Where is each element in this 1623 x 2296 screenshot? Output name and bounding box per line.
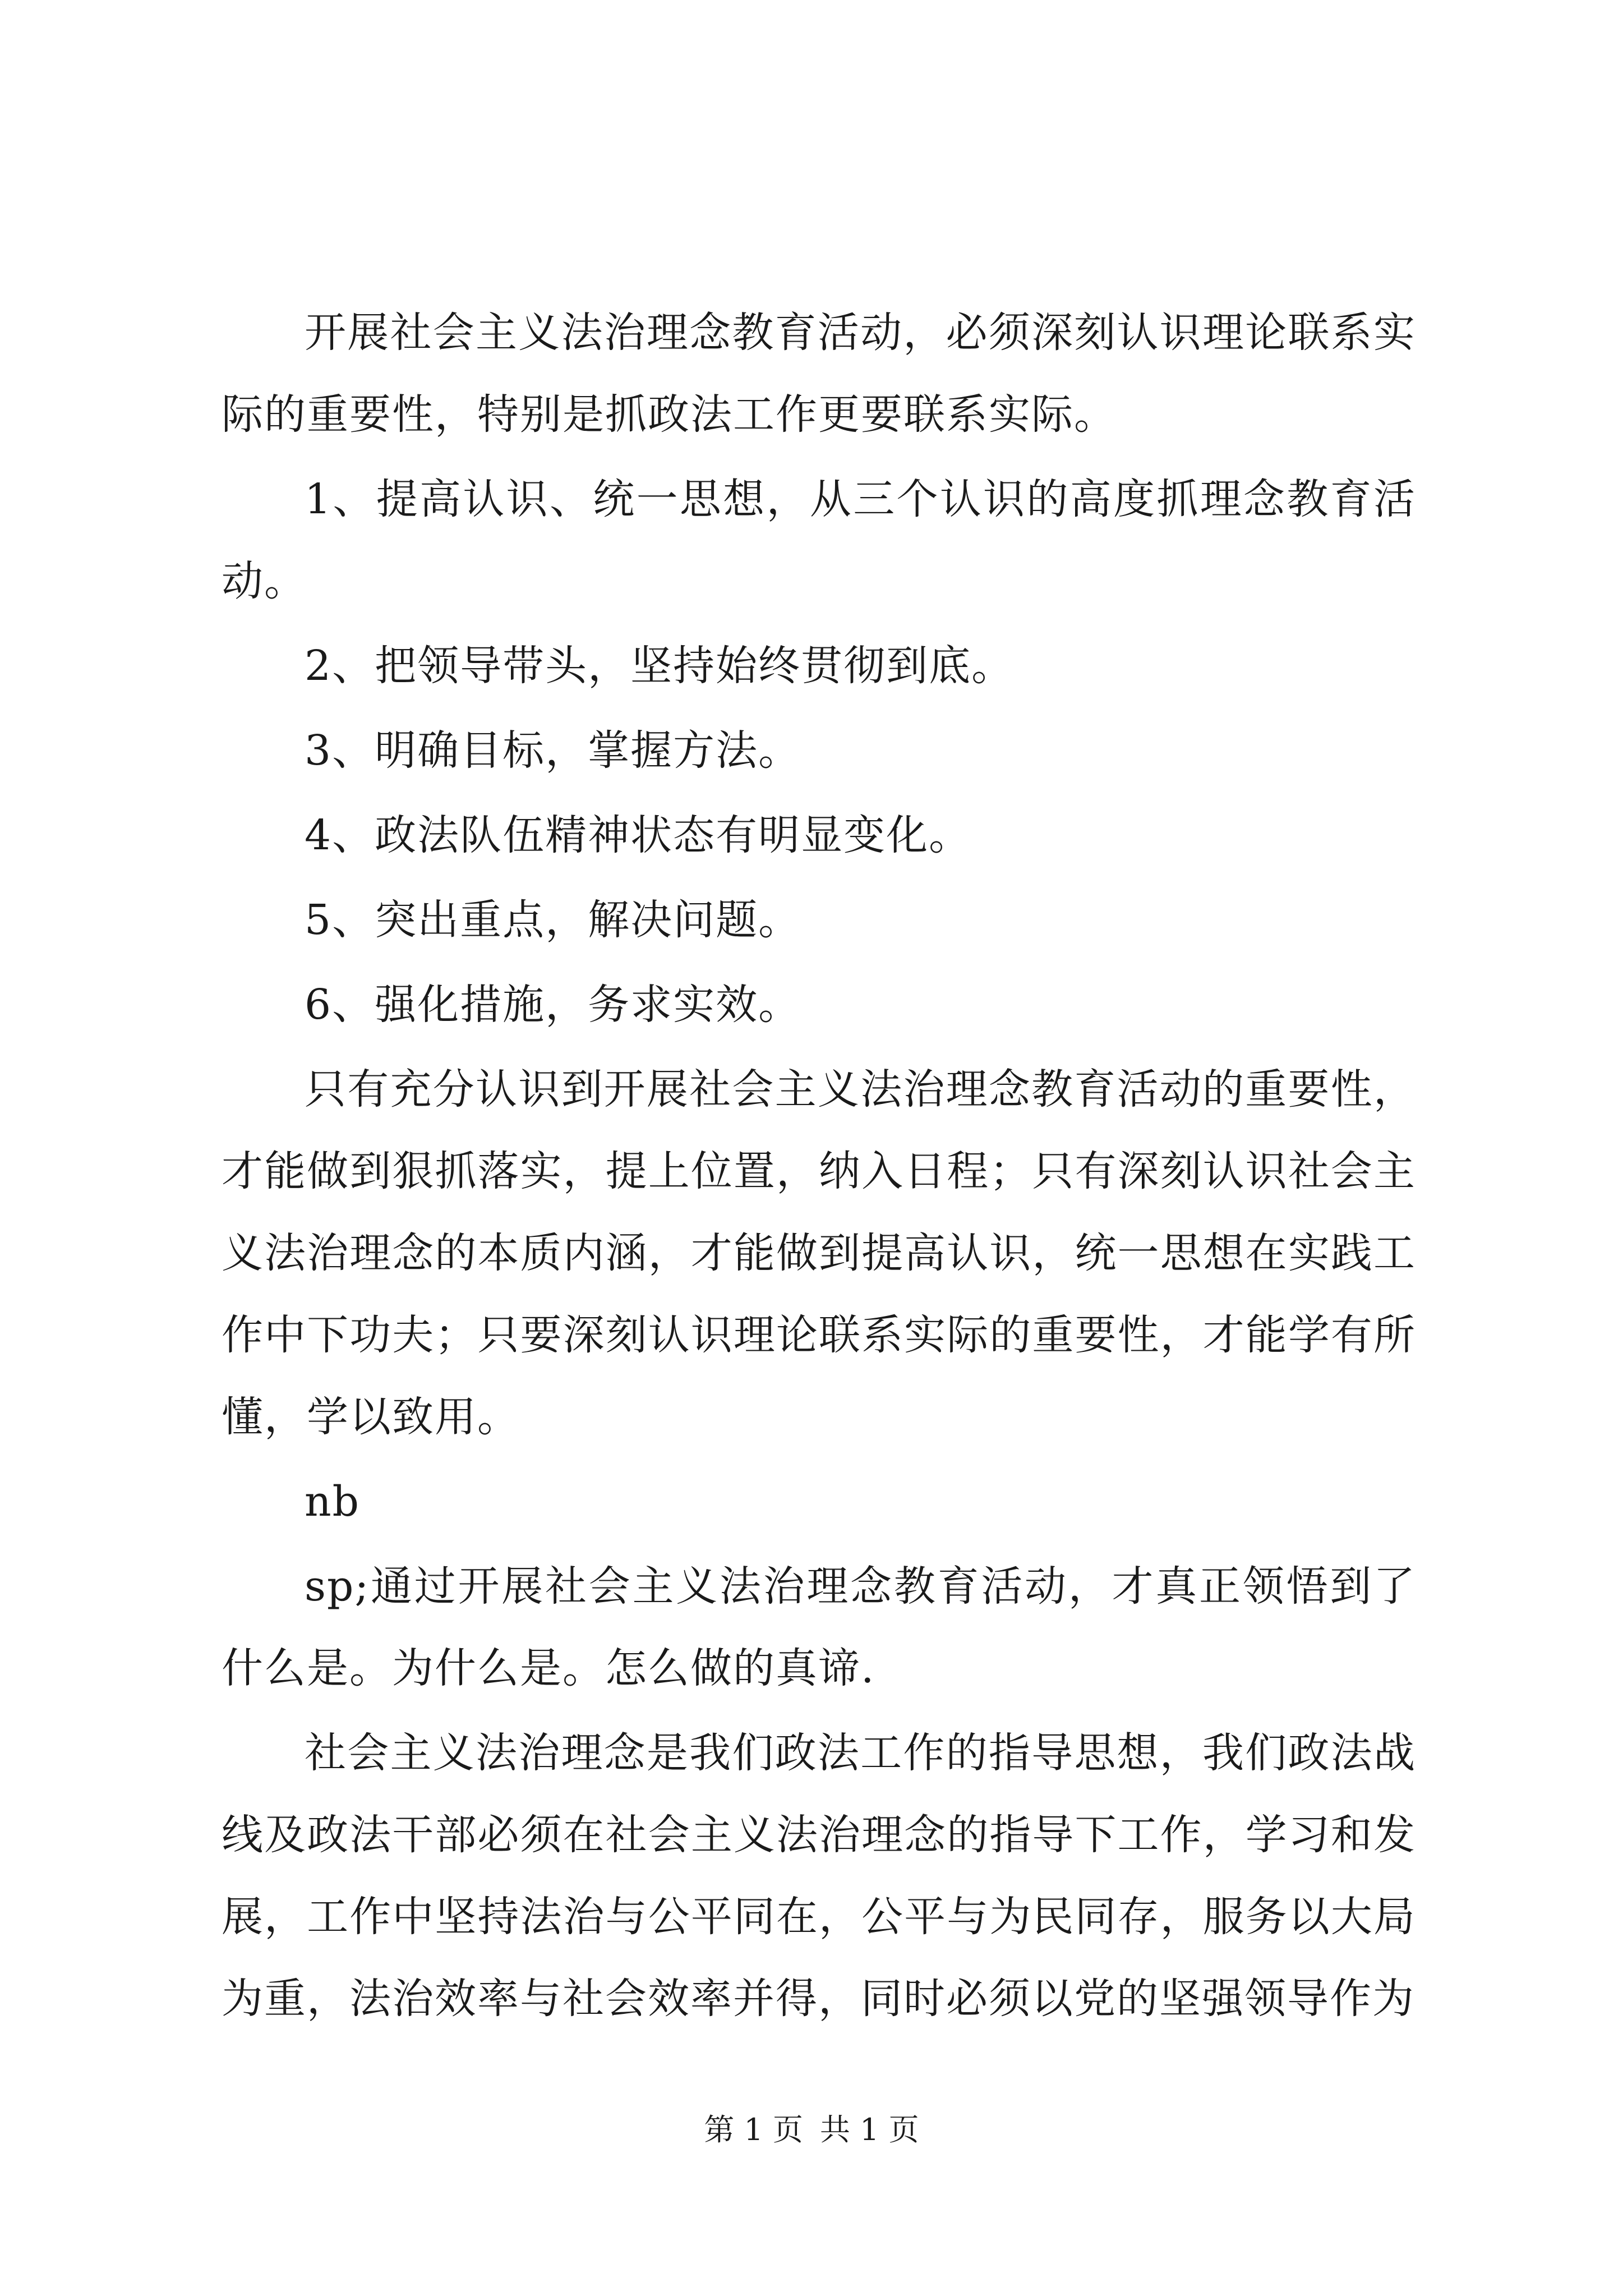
paragraph-insight: sp;通过开展社会主义法治理念教育活动，才真正领悟到了什么是。为什么是。怎么做的真谛. [222, 1562, 1416, 1692]
page-number-current: 第 1 页 [704, 2112, 803, 2147]
list-item-2: 2、把领导带头，坚持始终贯彻到底。 [305, 642, 1015, 690]
paragraph-fragment-nb: nb [305, 1478, 361, 1526]
list-item-3: 3、明确目标，掌握方法。 [305, 726, 801, 775]
list-item-1: 1、提高认识、统一思想，从三个认识的高度抓理念教育活动。 [222, 475, 1416, 605]
list-item-5: 5、突出重点，解决问题。 [305, 896, 801, 944]
list-item-6: 6、强化措施，务求实效。 [305, 981, 801, 1029]
paragraph-guiding-thought: 社会主义法治理念是我们政法工作的指导思想，我们政法战线及政法干部必须在社会主义法治理念的指导下工作，学习和发展，工作中坚持法治与公平同在，公平与为民同存，服务以大局为重，法治效率与社会效率并得，同时必须以党的坚强领导作为 [222, 1729, 1416, 2023]
list-item-4: 4、政法队伍精神状态有明显变化。 [305, 811, 972, 859]
page-footer [0, 2110, 1623, 2150]
paragraph-intro: 开展社会主义法治理念教育活动，必须深刻认识理论联系实际的重要性，特别是抓政法工作更要联系实际。 [222, 309, 1416, 439]
paragraph-summary: 只有充分认识到开展社会主义法治理念教育活动的重要性，才能做到狠抓落实，提上位置，纳入日程；只有深刻认识社会主义法治理念的本质内涵，才能做到提高认识，统一思想在实践工作中下功夫；只要深刻认识理论联系实际的重要性，才能学有所懂，学以致用。 [222, 1065, 1416, 1441]
page-number-total: 共 1 页 [820, 2112, 919, 2147]
document-body [222, 292, 1416, 2042]
